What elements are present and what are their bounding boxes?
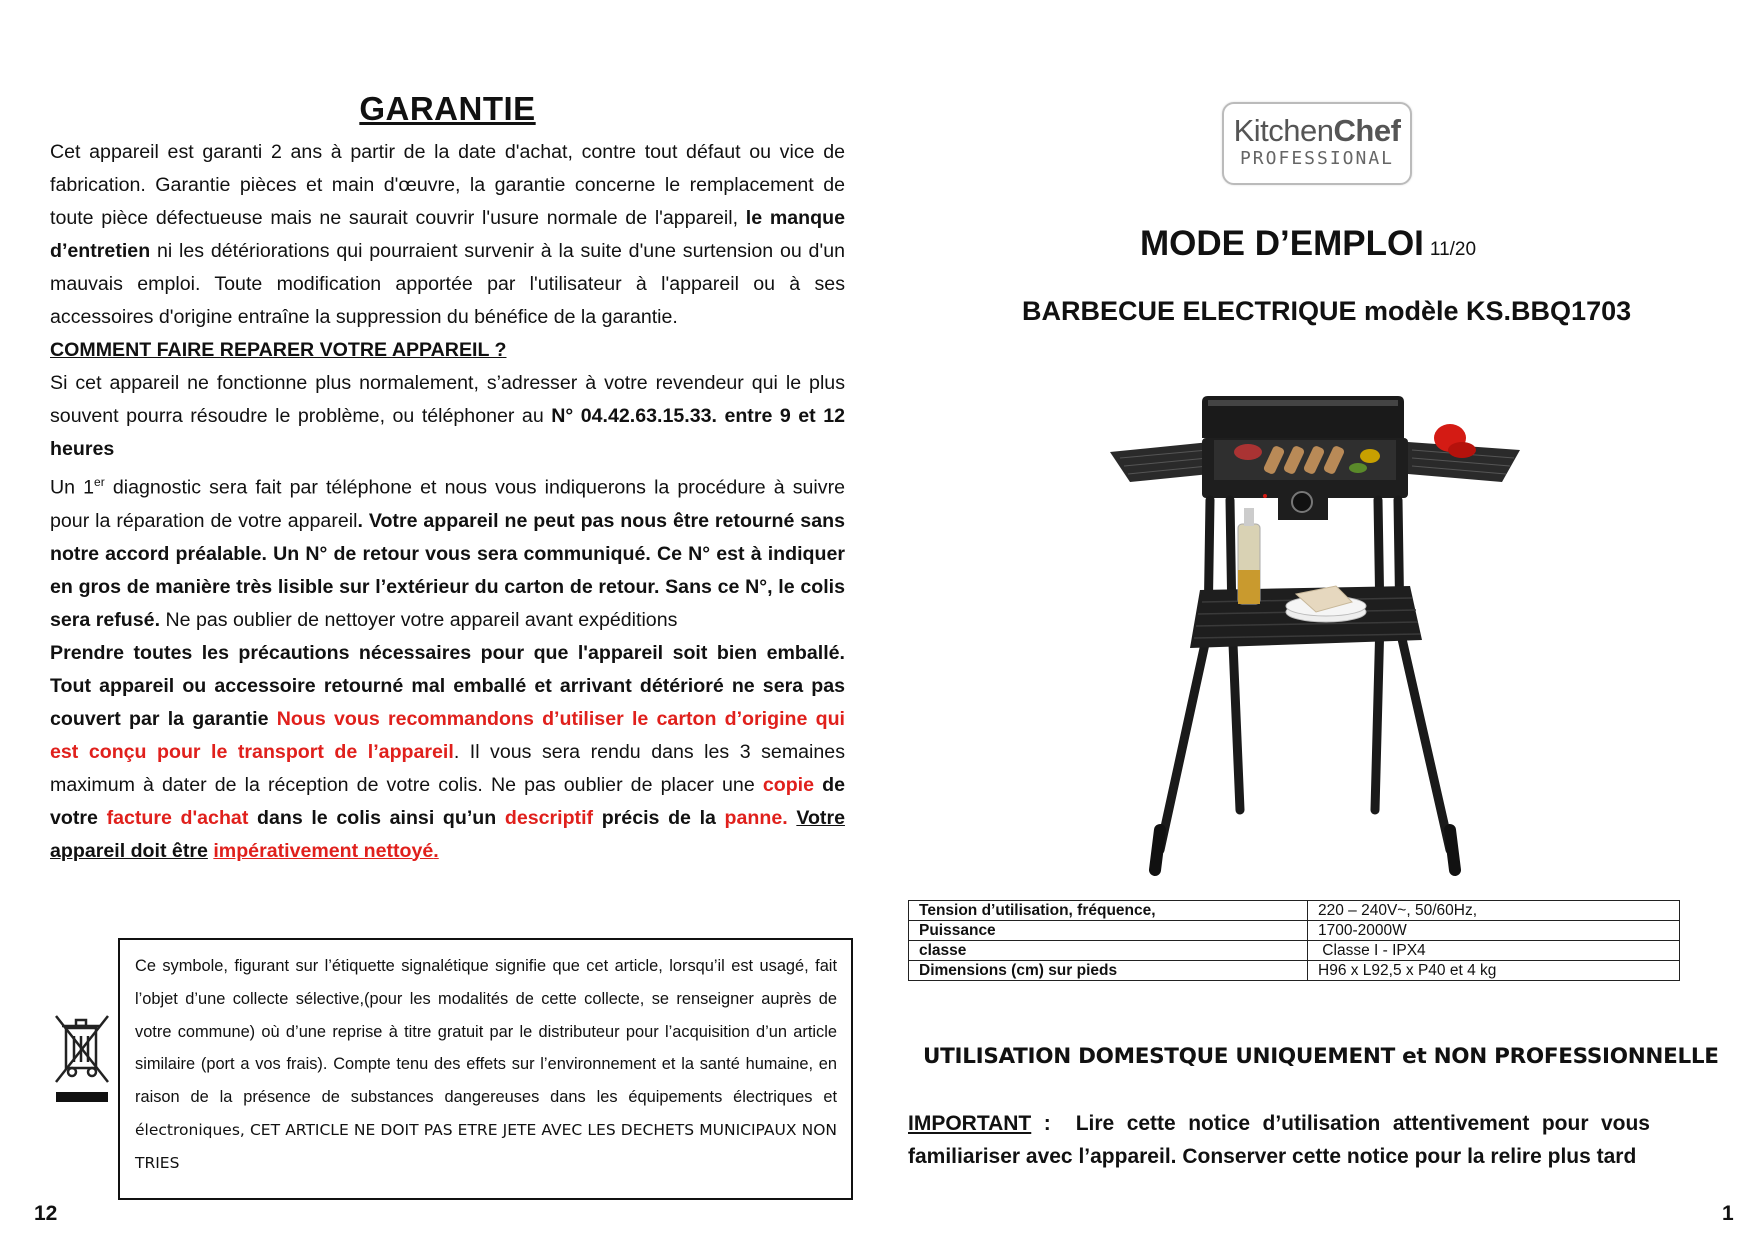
weee-text: Ce symbole, figurant sur l’étiquette signalétique signifie que cet article, lorsqu’il est usagé, fait l’objet d’une collecte sélective,(pour les modalités de cette collecte, se renseigner auprès de votre commune) où d’une reprise à titre gratuit par le distributeur pour l’acquisition d’un article similaire (port a vos frais). Compte tenu des effets sur l’environnement et la santé humaine, en raison de la présence de substances dangereuses dans les équipements électriques et électroniques, CET ARTICLE NE DOIT PAS ETRE JETE AVEC LES DECHETS MUNICIPAUX NON TRIES [135, 957, 837, 1172]
repair-paragraph: Si cet appareil ne fonctionne plus normalement, s’adresser à votre revendeur qui le plus souvent pourra résoudre le problème, ou téléphoner au N° 04.42.63.15.33. entre 9 et 12 heures [50, 372, 845, 460]
spec-value: 1700-2000W [1308, 921, 1680, 941]
specifications-table [908, 900, 1680, 981]
spec-value: 220 – 240V~, 50/60Hz, [1308, 901, 1680, 921]
important-notice: IMPORTANT : Lire cette notice d’utilisation attentivement pour vous familiariser avec l’appareil. Conserver cette notice pour la relire plus tard [908, 1112, 1656, 1168]
page-title: GARANTIE [359, 90, 536, 127]
weee-notice-box [118, 938, 853, 1200]
barbecue-product-image [1090, 390, 1550, 890]
page-number-right: 1 [1722, 1202, 1734, 1225]
packaging-paragraph: Prendre toutes les précautions nécessaires pour que l'appareil soit bien emballé. Tout appareil ou accessoire retourné mal emballé et arrivant détérioré ne sera pas couvert par la garantie Nous vous recommandons d’utiliser le carton d’origine qui est conçu pour le transport de l’appareil. Il vous sera rendu dans les 3 semaines maximum à dater de la réception de votre colis. Ne pas oublier de placer une copie de votre facture d'achat dans le colis ainsi qu’un descriptif précis de la panne. Votre appareil doit être impérativement nettoyé. [50, 641, 845, 862]
spec-value: H96 x L92,5 x P40 et 4 kg [1308, 961, 1680, 981]
important-label: IMPORTANT [908, 1112, 1032, 1135]
diagnostic-paragraph: Un 1er diagnostic sera fait par téléphone et nous vous indiquerons la procédure à suivre pour la réparation de votre appareil. Votre appareil ne peut pas nous être retourné sans notre accord préalable. Un N° de retour vous sera communiqué. Ce N° est à indiquer en gros de manière très lisible sur l’extérieur du carton de retour. Sans ce N°, le colis sera refusé. Ne pas oublier de nettoyer votre appareil avant expéditions [50, 475, 845, 631]
spec-value: Classe I - IPX4 [1308, 941, 1680, 961]
spec-key: Tension d’utilisation, fréquence, [909, 901, 1308, 921]
left-page [50, 90, 845, 868]
kitchenchef-logo: KitchenChef PROFESSIONAL [1222, 102, 1412, 185]
product-title: BARBECUE ELECTRIQUE modèle KS.BBQ1703 [1022, 296, 1632, 326]
table-row [909, 961, 1680, 981]
table-row [909, 941, 1680, 961]
page-number-left: 12 [34, 1202, 58, 1225]
manual-title: MODE D’EMPLOI 11/20 [1140, 224, 1477, 263]
spec-key: Puissance [909, 921, 1308, 941]
repair-heading: COMMENT FAIRE REPARER VOTRE APPAREIL ? [50, 339, 507, 361]
warranty-paragraph: Cet appareil est garanti 2 ans à partir de la date d'achat, contre tout défaut ou vice de fabrication. Garantie pièces et main d'œuvre, la garantie concerne le remplacement de toute pièce défectueuse mais ne saurait couvrir l'usure normale de l'appareil, le manque d’entretien ni les détériorations qui pourraient survenir à la suite d'une surtension ou d'un mauvais emploi. Toute modification apportée par l'utilisateur à l'appareil ou à ses accessoires d'origine entraîne la suppression du bénéfice de la garantie. [50, 141, 845, 328]
spec-key: Dimensions (cm) sur pieds [909, 961, 1308, 981]
table-row [909, 901, 1680, 921]
domestic-use-notice: UTILISATION DOMESTQUE UNIQUEMENT et NON PROFESSIONNELLE [923, 1044, 1719, 1069]
table-row [909, 921, 1680, 941]
weee-crossed-bin-icon [52, 1010, 112, 1110]
spec-key: classe [909, 941, 1308, 961]
